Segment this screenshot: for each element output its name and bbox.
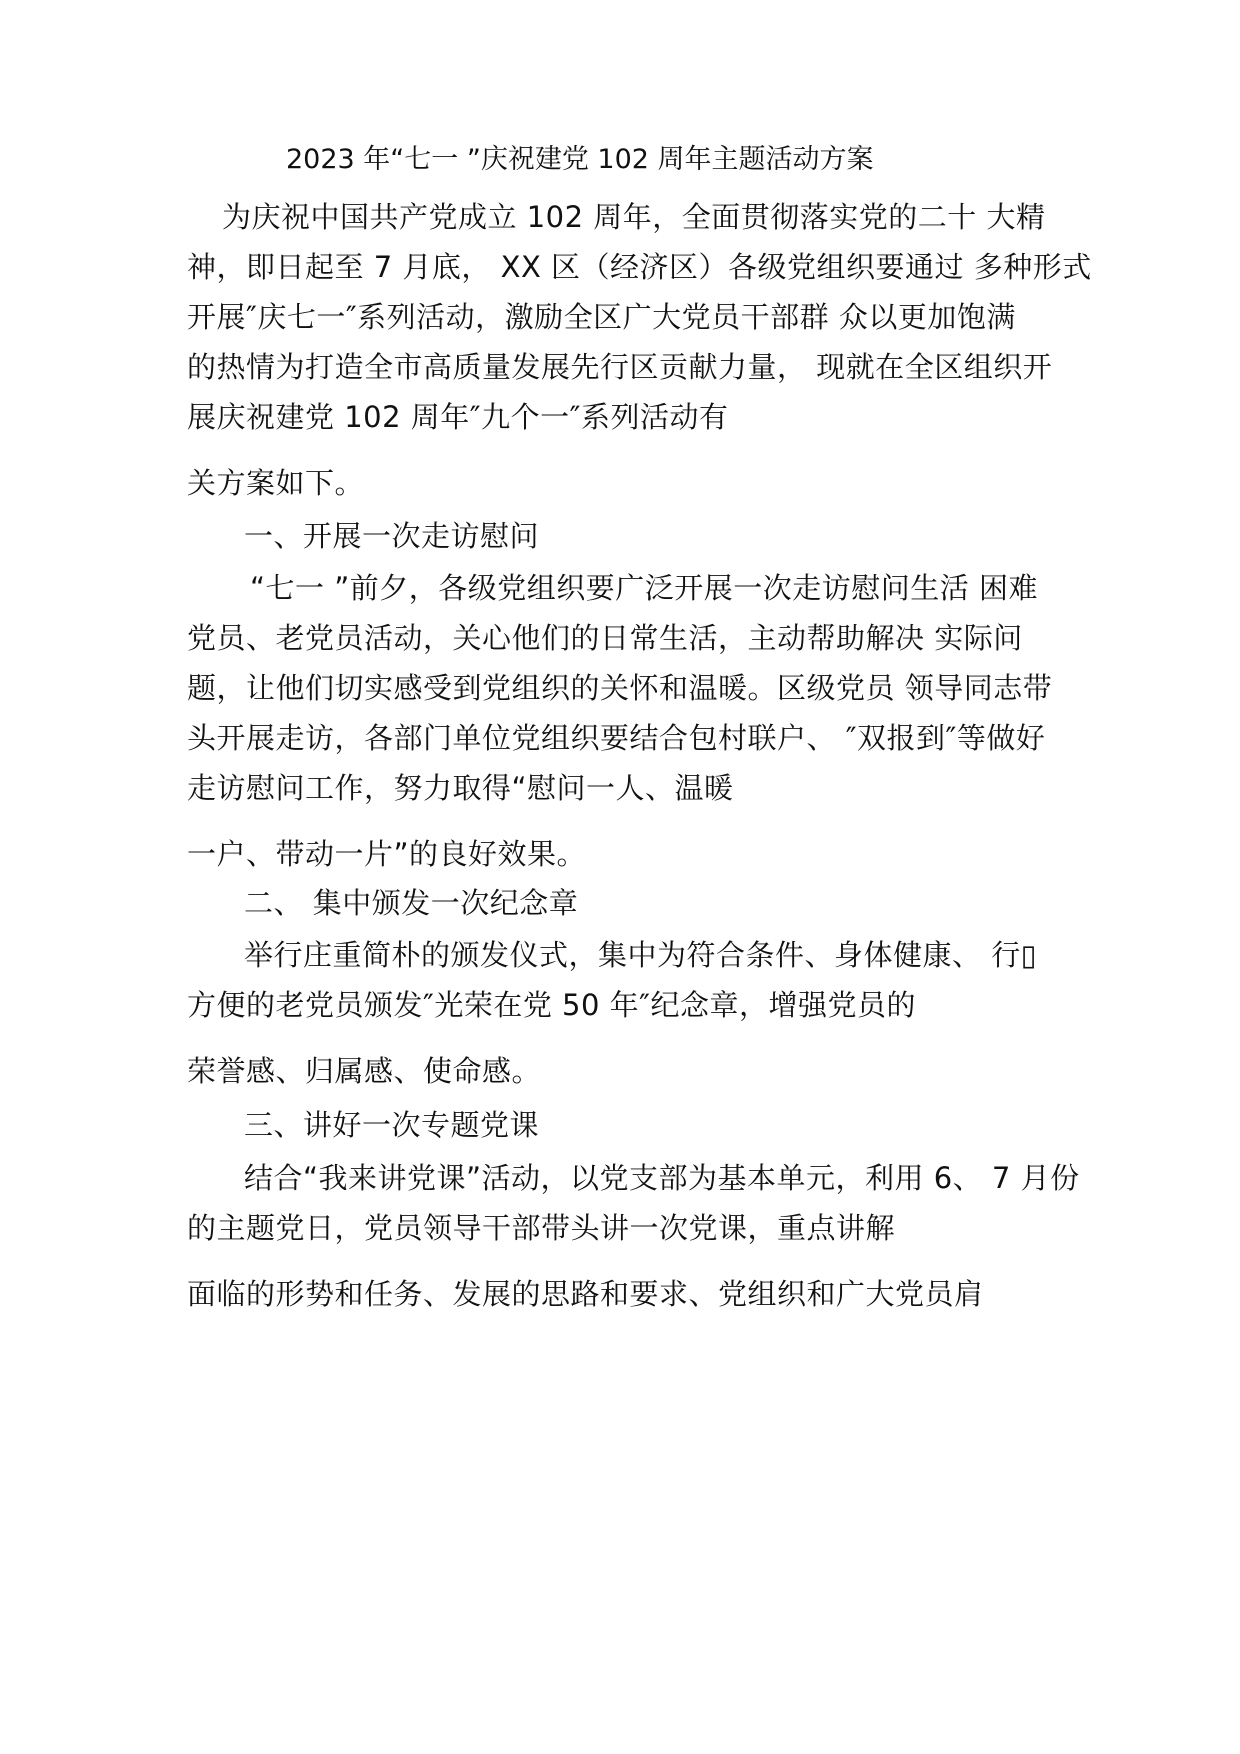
section-2-line-1: 举行庄重简朴的颁发仪式，集中为符合条件、身体健康、 行▯ [244, 938, 1038, 972]
section-3-line-1: 结合“我来讲党课”活动，以党支部为基本单元，利用 6、 7 月份 [244, 1161, 1080, 1195]
paragraph-intro-line-2: 神，即日起至 7 月底， XX 区（经济区）各级党组织要通过 多种形式 [187, 250, 1092, 284]
section-1-line-4: 头开展走访，各部门单位党组织要结合包村联户、 ″双报到″等做好 [187, 721, 1046, 755]
section-3-line-3: 面临的形势和任务、发展的思路和要求、党组织和广大党员肩 [187, 1277, 984, 1311]
document-title: 2023 年“七一 ”庆祝建党 102 周年主题活动方案 [286, 144, 874, 175]
paragraph-intro-line-5: 展庆祝建党 102 周年″九个一″系列活动有 [187, 400, 729, 434]
paragraph-intro-line-3: 开展″庆七一″系列活动，激励全区广大党员干部群 众以更加饱满 [187, 300, 1016, 334]
section-1-line-1: “七一 ”前夕，各级党组织要广泛开展一次走访慰问生活 困难 [250, 571, 1038, 605]
paragraph-intro-line-1: 为庆祝中国共产党成立 102 周年，全面贯彻落实党的二十 大精 [222, 200, 1046, 234]
section-heading-1: 一、开展一次走访慰问 [244, 519, 540, 553]
section-1-line-3: 题，让他们切实感受到党组织的关怀和温暖。区级党员 领导同志带 [187, 671, 1053, 705]
section-2-line-3: 荣誉感、归属感、使命感。 [187, 1054, 542, 1088]
section-1-line-2: 党员、老党员活动，关心他们的日常生活，主动帮助解决 实际问 [187, 621, 1023, 655]
section-1-line-5: 走访慰问工作，努力取得“慰问一人、温暖 [187, 771, 734, 805]
section-heading-2: 二、 集中颁发一次纪念章 [244, 886, 579, 920]
paragraph-intro-line-6: 关方案如下。 [187, 466, 365, 500]
section-2-line-2: 方便的老党员颁发″光荣在党 50 年″纪念章，增强党员的 [187, 988, 917, 1022]
section-3-line-2: 的主题党日，党员领导干部带头讲一次党课，重点讲解 [187, 1211, 896, 1245]
section-1-line-6: 一户、带动一片”的良好效果。 [187, 837, 587, 871]
paragraph-intro-line-4: 的热情为打造全市高质量发展先行区贡献力量， 现就在全区组织开 [187, 350, 1053, 384]
section-heading-3: 三、讲好一次专题党课 [244, 1108, 540, 1142]
